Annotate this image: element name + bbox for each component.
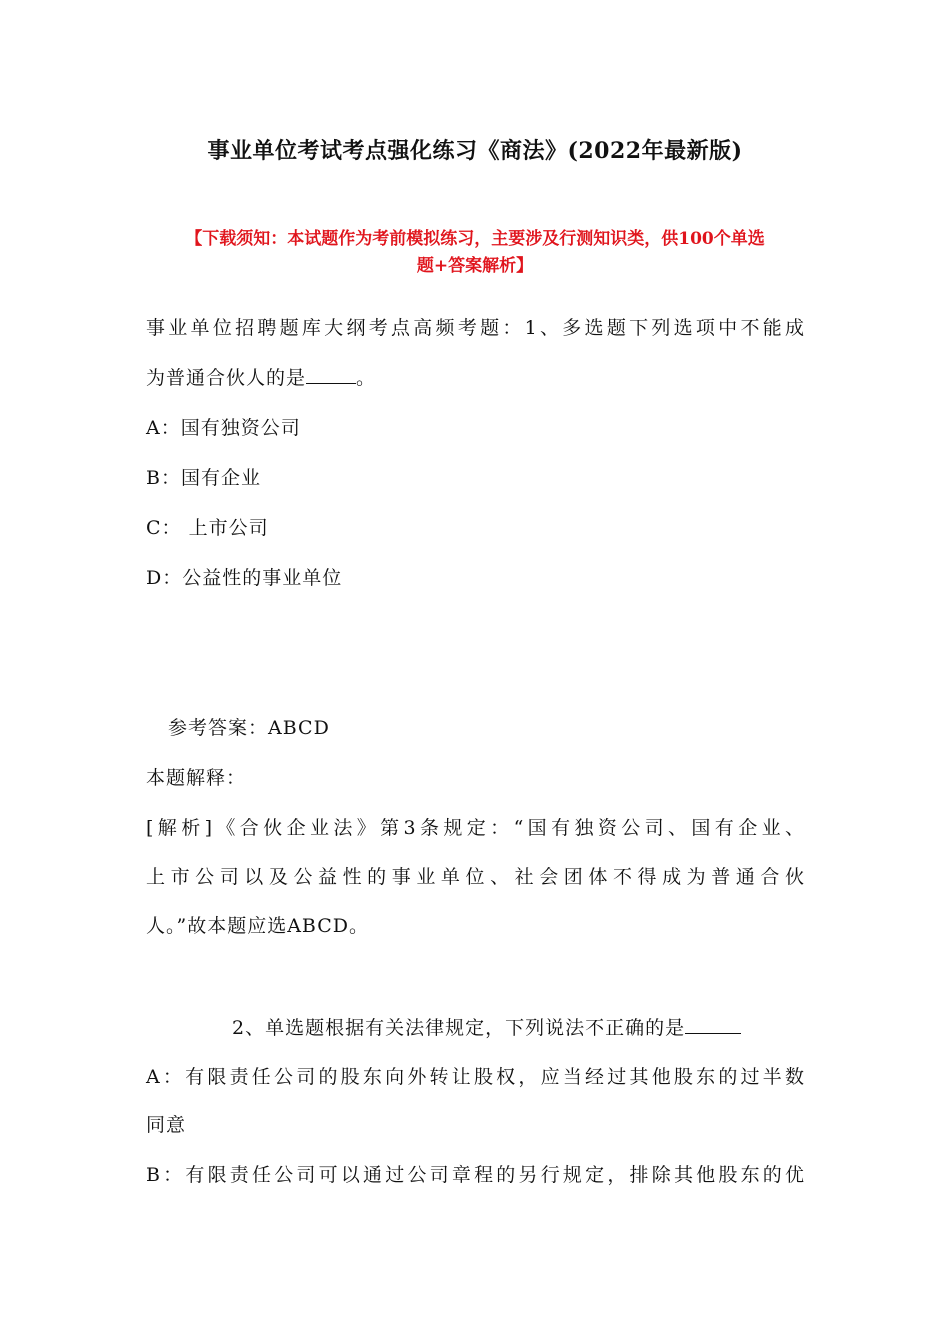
q1-stem-text: 为普通合伙人的是	[146, 367, 307, 389]
q2-option-a-line-1: A：有限责任公司的股东向外转让股权，应当经过其他股东的过半数	[146, 1066, 804, 1088]
answer-blank	[685, 1015, 741, 1034]
answer-blank	[306, 365, 356, 384]
q1-explain-heading: 本题解释：	[146, 767, 247, 789]
q1-explain-line-2: 上市公司以及公益性的事业单位、社会团体不得成为普通合伙	[146, 866, 804, 888]
q1-option-b: B：国有企业	[146, 467, 261, 489]
q2-stem	[232, 1013, 741, 1040]
q1-stem-line-2	[146, 363, 376, 390]
notice-line-1: 【下载须知：本试题作为考前模拟练习，主要涉及行测知识类，供100个单选	[185, 229, 765, 249]
notice-line-2: 题+答案解析】	[416, 256, 534, 276]
q1-option-c: C： 上市公司	[146, 517, 269, 539]
q1-stem-line-1: 事业单位招聘题库大纲考点高频考题：1、多选题下列选项中不能成	[146, 317, 804, 339]
q1-stem-end: 。	[356, 367, 377, 389]
q1-explain-line-1: [解析]《合伙企业法》第3条规定：“国有独资公司、国有企业、	[146, 817, 804, 839]
document-title: 事业单位考试考点强化练习《商法》(2022年最新版)	[207, 138, 743, 164]
q1-answer: 参考答案：ABCD	[168, 717, 330, 739]
download-notice	[145, 226, 805, 280]
q2-option-a-line-2: 同意	[146, 1114, 187, 1136]
q2-stem-text: 2、单选题根据有关法律规定，下列说法不正确的是	[232, 1017, 686, 1039]
q1-option-a: A：国有独资公司	[146, 417, 301, 439]
q2-option-b-line-1: B：有限责任公司可以通过公司章程的另行规定，排除其他股东的优	[146, 1164, 804, 1186]
q1-explain-line-3: 人。”故本题应选ABCD。	[146, 915, 370, 937]
q1-option-d: D：公益性的事业单位	[146, 567, 343, 589]
